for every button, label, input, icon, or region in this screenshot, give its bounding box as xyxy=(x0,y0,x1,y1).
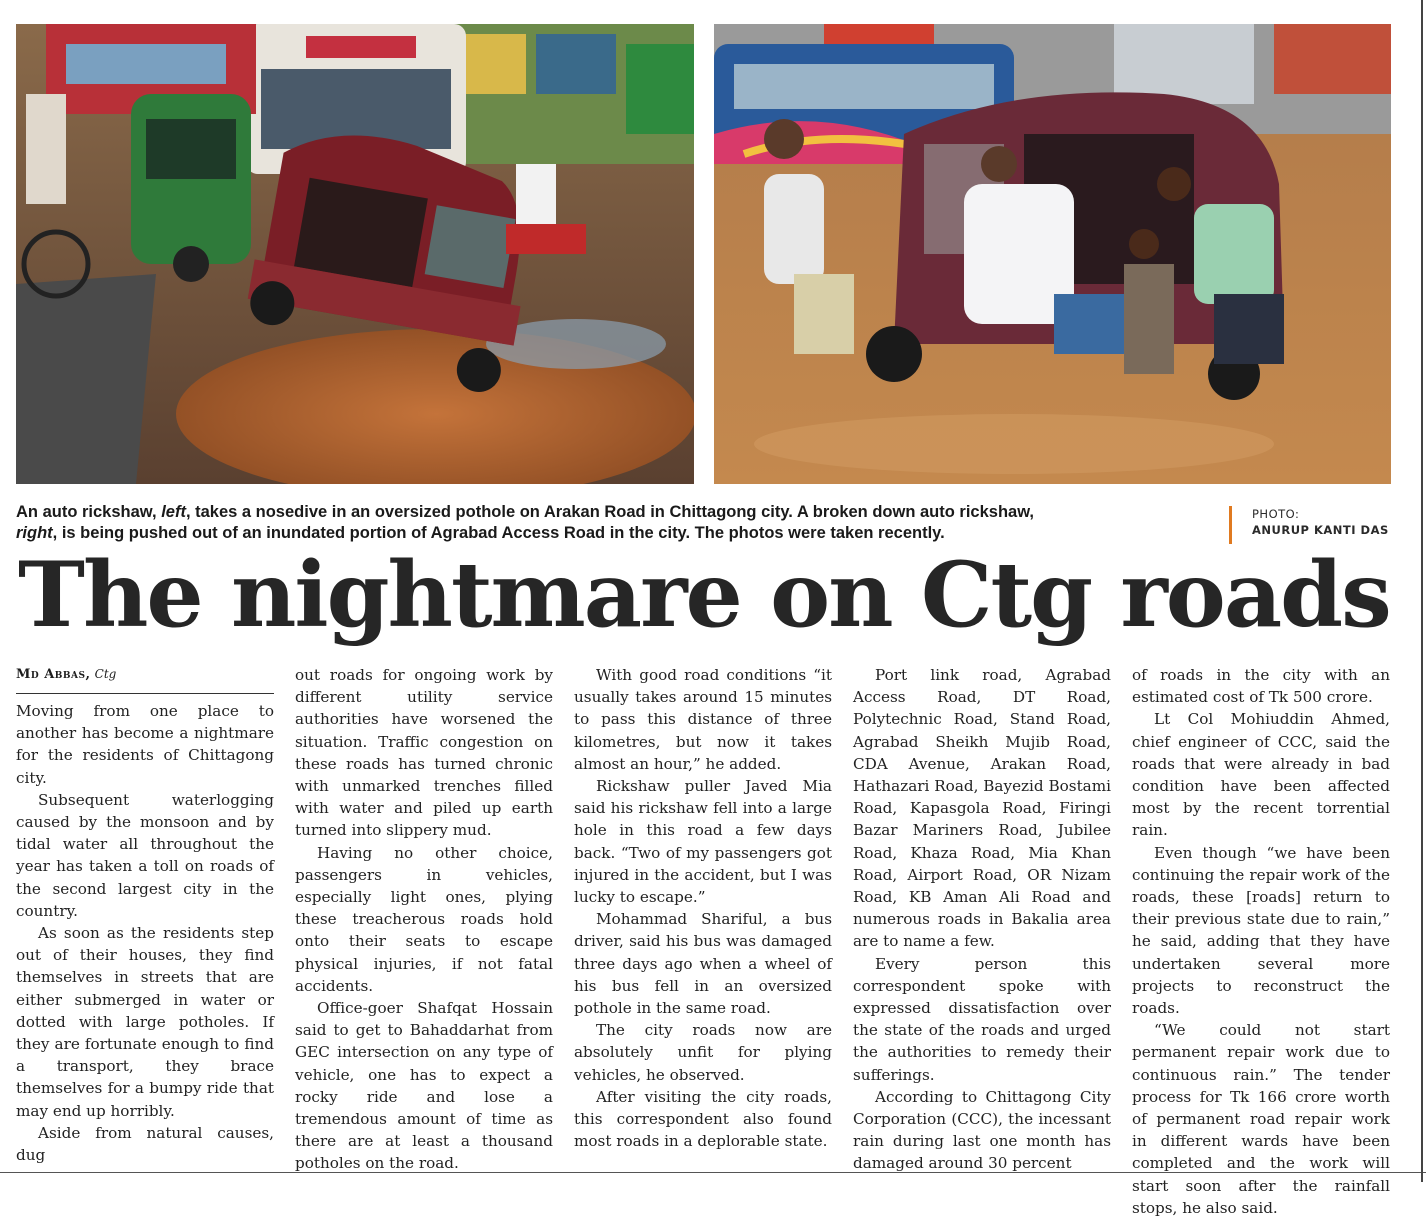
photo-caption xyxy=(16,502,1076,544)
paragraph: Aside from natural causes, dug xyxy=(16,1123,274,1165)
article-column-3 xyxy=(574,664,832,1152)
paragraph: As soon as the residents step out of their houses, they find themselves in streets that are either submerged in water or dotted with large potholes. If they are fortunate enough to find a transport, they brace themselves for a bumpy ride that may end up horribly. xyxy=(16,924,274,1120)
caption-part-2: , takes a nosedive in an oversized pothole on Arakan Road in Chittagong city. A broken down auto rickshaw, xyxy=(185,503,1035,521)
photo-credit xyxy=(1229,506,1389,544)
paragraph: “We could not start permanent repair work due to continuous rain.” The tender process for Tk 166 crore worth of permanent road repair work in different wards have been completed and the work will start soon after the rainfall stops, he also said. xyxy=(1132,1021,1390,1217)
bottom-rule xyxy=(0,1172,1426,1173)
paragraph: The city roads now are absolutely unfit for plying vehicles, he observed. xyxy=(574,1021,832,1084)
article-column-4 xyxy=(853,664,1111,1175)
caption-part-1: An auto rickshaw, xyxy=(16,503,162,521)
paragraph: Mohammad Shariful, a bus driver, said his bus was damaged three days ago when a wheel of his bus fell in an oversized pothole in the same road. xyxy=(574,910,832,1018)
paragraph: Port link road, Agrabad Access Road, DT Road, Polytechnic Road, Stand Road, Agrabad Sheikh Mujib Road, CDA Avenue, Arakan Road, Hathazari Road, Bayezid Bostami Road, Kapasgola Road, Firingi Bazar Mariners Road, Jubilee Road, Khaza Road, Mia Khan Road, Airport Road, OR Nizam Road, KB Aman Ali Road and numerous roads in Bakalia area are to name a few. xyxy=(853,666,1111,951)
paragraph: Even though “we have been continuing the repair work of the roads, these [roads] return to their previous state due to rain,” he said, adding that they have undertaken several more projects to reconstruct the roads. xyxy=(1132,843,1390,1018)
paragraph: According to Chittagong City Corporation (CCC), the incessant rain during last one month has damaged around 30 percent xyxy=(853,1087,1111,1173)
photo-left xyxy=(16,24,694,484)
paragraph: Having no other choice, passengers in vehicles, especially light ones, plying these treacherous roads hold onto their seats to escape physical injuries, if not fatal accidents. xyxy=(295,843,553,995)
caption-left-word: left xyxy=(161,503,186,521)
paragraph: Lt Col Mohiuddin Ahmed, chief engineer of CCC, said the roads that were already in bad condition have been affected most by the recent torrential rain. xyxy=(1132,710,1390,840)
headline: The nightmare on Ctg roads xyxy=(18,542,1390,648)
article-column-2 xyxy=(295,664,553,1175)
photo-right xyxy=(714,24,1391,484)
paragraph: Office-goer Shafqat Hossain said to get to Bahaddarhat from GEC intersection on any type of vehicle, one has to expect a rocky ride and lose a tremendous amount of time as there are at least a thousand potholes on the road. xyxy=(295,999,553,1173)
photo-credit-label: PHOTO: xyxy=(1252,507,1300,521)
paragraph: Every person this correspondent spoke with expressed dissatisfaction over the state of the roads and urged the authorities to remedy their sufferings. xyxy=(853,954,1111,1084)
paragraph: Moving from one place to another has become a nightmare for the residents of Chittagong city. xyxy=(16,702,274,787)
caption-right-word: right xyxy=(16,524,53,542)
paragraph: Rickshaw puller Javed Mia said his rickshaw fell into a large hole in this road a few days back. “Two of my passengers got injured in the accident, but I was lucky to escape.” xyxy=(574,777,832,907)
paragraph: out roads for ongoing work by different utility service authorities have worsened the situation. Traffic congestion on these roads has turned chronic with unmarked trenches filled with water and piled up earth turned into slippery mud. xyxy=(295,666,553,840)
article-column-1 xyxy=(16,700,274,1166)
byline-author: Md Abbas, xyxy=(16,667,91,682)
article-column-5 xyxy=(1132,664,1390,1219)
caption-part-3: , is being pushed out of an inundated portion of Agrabad Access Road in the city. The photos were taken recently. xyxy=(52,524,945,542)
byline-place: Ctg xyxy=(94,667,117,681)
paragraph: Subsequent waterlogging caused by the monsoon and by tidal water all throughout the year has taken a toll on roads of the second largest city in the country. xyxy=(16,790,274,920)
paragraph: With good road conditions “it usually takes around 15 minutes to pass this distance of three kilometres, but now it takes almost an hour,” he added. xyxy=(574,666,832,773)
paragraph: After visiting the city roads, this correspondent also found most roads in a deplorable state. xyxy=(574,1087,832,1151)
right-rule xyxy=(1421,0,1423,1182)
paragraph: of roads in the city with an estimated cost of Tk 500 crore. xyxy=(1132,666,1390,707)
photo-credit-name: ANURUP KANTI DAS xyxy=(1252,523,1389,537)
byline xyxy=(16,664,274,694)
